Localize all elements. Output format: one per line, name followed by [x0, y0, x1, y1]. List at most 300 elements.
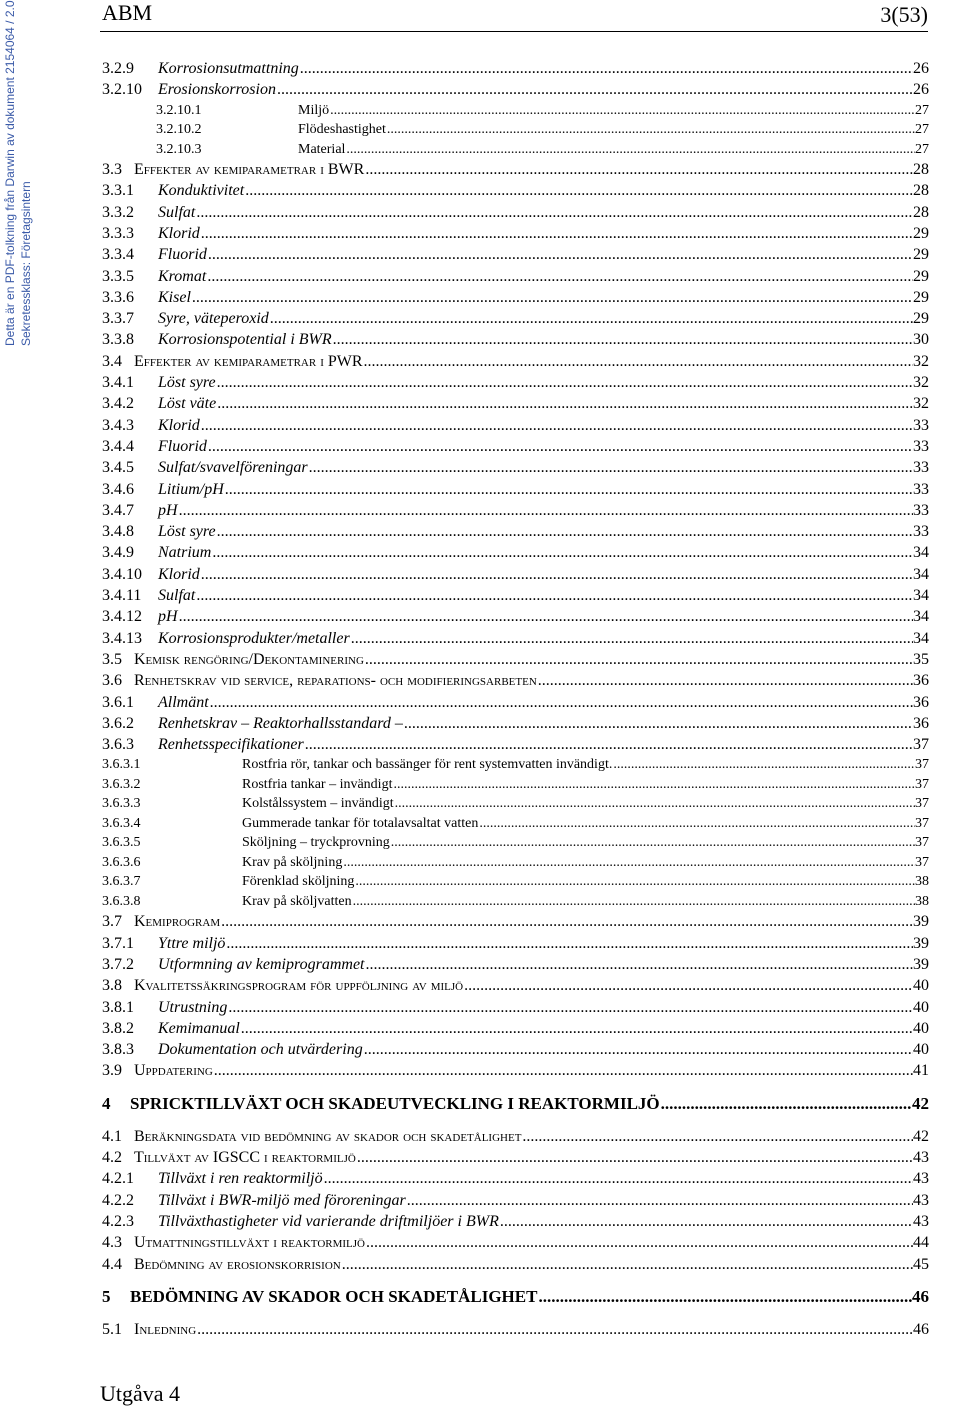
toc-dot-leader	[210, 694, 913, 712]
toc-entry-title: Korrosionsprodukter/metaller	[158, 629, 350, 647]
toc-entry-number: 3.3.5	[102, 267, 134, 285]
toc-entry-page: 43	[913, 1212, 929, 1230]
toc-dot-leader	[324, 1170, 913, 1188]
toc-entry[interactable]	[102, 204, 929, 225]
toc-entry-title: Tillväxt i ren reaktormiljö	[158, 1170, 323, 1188]
toc-dot-leader	[305, 736, 913, 754]
toc-entry[interactable]	[102, 1256, 929, 1277]
toc-dot-leader	[387, 122, 915, 138]
toc-entry[interactable]	[102, 1234, 929, 1255]
toc-entry[interactable]	[102, 1041, 929, 1062]
toc-entry[interactable]	[102, 182, 929, 203]
toc-entry-title: Kvalitetssäkringsprogram för uppföljning av miljö	[134, 977, 464, 995]
toc-entry-page: 29	[913, 310, 929, 328]
toc-entry[interactable]	[102, 142, 929, 162]
toc-entry[interactable]	[102, 956, 929, 977]
toc-entry-page: 42	[913, 1127, 929, 1145]
toc-entry-title: Syre, väteperoxid	[158, 310, 269, 328]
toc-entry-page: 32	[913, 374, 929, 392]
toc-entry[interactable]	[102, 1321, 929, 1342]
toc-entry-page: 27	[915, 122, 929, 138]
toc-entry-page: 39	[913, 913, 929, 931]
toc-entry-title: Löst syre	[158, 523, 216, 541]
toc-dot-leader	[364, 353, 913, 371]
toc-entry-number: 3.9	[102, 1062, 122, 1080]
toc-entry-number: 4.2.1	[102, 1170, 134, 1188]
toc-dot-leader	[217, 374, 913, 392]
toc-entry[interactable]	[102, 999, 929, 1020]
toc-entry-page: 37	[915, 854, 929, 870]
toc-entry-number: 3.3.4	[102, 246, 134, 264]
toc-dot-leader	[479, 816, 915, 832]
toc-entry-page: 30	[913, 331, 929, 349]
toc-entry-page: 29	[913, 246, 929, 264]
toc-dot-leader	[366, 956, 914, 974]
toc-entry-number: 4.4	[102, 1255, 122, 1273]
toc-entry-number: 3.3	[102, 161, 122, 179]
toc-entry-number: 3.4.6	[102, 480, 134, 498]
toc-entry-page: 40	[913, 977, 929, 995]
toc-entry[interactable]	[102, 1062, 929, 1083]
toc-entry-title: Utformning av kemiprogrammet	[158, 956, 365, 973]
toc-entry-page: 33	[913, 480, 929, 498]
toc-entry-number: 4.2.2	[102, 1191, 134, 1209]
toc-entry[interactable]	[102, 777, 929, 797]
toc-entry-title: Kromat	[158, 267, 207, 285]
toc-entry-number: 3.6.2	[102, 714, 134, 732]
toc-entry-title: pH	[158, 608, 178, 626]
toc-entry-page: 32	[913, 352, 929, 370]
toc-entry[interactable]	[102, 374, 929, 395]
toc-dot-leader	[357, 1149, 913, 1167]
toc-dot-leader	[391, 835, 915, 851]
toc-entry-title: Effekter av kemiparametrar i PWR	[134, 352, 363, 370]
toc-entry-title: Utmattningstillväxt i reaktormiljö	[134, 1234, 365, 1252]
toc-entry-title: Kemimanual	[158, 1019, 240, 1037]
toc-entry-title: Krav på sköljning	[242, 854, 343, 870]
toc-entry[interactable]	[102, 1020, 929, 1041]
toc-entry-title: Litium/pH	[158, 480, 224, 498]
toc-entry-title: Konduktivitet	[158, 182, 245, 200]
toc-entry-number: 3.6.3.2	[102, 776, 141, 792]
toc-entry-page: 33	[913, 523, 929, 541]
toc-entry-title: Kisel	[158, 288, 191, 306]
toc-entry[interactable]	[102, 672, 929, 693]
toc-entry-title: Kolstålssystem – invändigt	[242, 796, 394, 812]
toc-entry[interactable]	[102, 122, 929, 142]
toc-entry-title: Renhetsspecifikationer	[158, 736, 304, 754]
toc-dot-leader	[404, 715, 913, 733]
toc-entry-page: 44	[913, 1234, 929, 1252]
toc-entry-title: Utrustning	[158, 998, 228, 1016]
toc-dot-leader	[333, 331, 913, 349]
toc-dot-leader	[351, 630, 913, 648]
toc-entry-page: 36	[913, 714, 929, 732]
toc-entry-title: Erosionskorrosion	[158, 81, 276, 99]
toc-entry[interactable]	[102, 544, 929, 565]
toc-entry-page: 28	[913, 203, 929, 221]
toc-entry-page: 41	[913, 1062, 929, 1080]
toc-entry-number: 3.2.10.1	[156, 102, 202, 118]
toc-entry-page: 37	[915, 815, 929, 831]
toc-entry-page: 29	[913, 267, 929, 285]
toc-dot-leader	[201, 566, 913, 584]
toc-entry-title: Material	[298, 141, 346, 157]
footer-edition: Utgåva 4	[100, 1381, 181, 1406]
toc-entry-page: 34	[913, 565, 929, 583]
toc-entry[interactable]	[102, 246, 929, 267]
toc-entry-title: Kemiprogram	[134, 913, 221, 931]
toc-entry-number: 3.4.8	[102, 523, 134, 541]
toc-entry[interactable]	[102, 438, 929, 459]
toc-entry-number: 3.4.5	[102, 459, 134, 477]
toc-entry-title: Klorid	[158, 224, 200, 242]
toc-entry[interactable]	[102, 1149, 929, 1170]
toc-entry-number: 4.3	[102, 1234, 122, 1252]
toc-entry-number: 3.6.3.6	[102, 854, 141, 870]
toc-entry-page: 37	[913, 736, 929, 754]
toc-entry-page: 40	[913, 1019, 929, 1037]
toc-dot-leader	[366, 1234, 913, 1252]
toc-entry-title: Renhetskrav – Reaktorhallsstandard –	[158, 714, 403, 732]
toc-dot-leader	[500, 1213, 913, 1231]
toc-entry-title: Beräkningsdata vid bedömning av skador och skadetålighet	[134, 1127, 522, 1145]
toc-dot-leader	[464, 977, 913, 995]
toc-dot-leader	[346, 142, 915, 158]
toc-entry[interactable]	[102, 1213, 929, 1234]
toc-dot-leader	[613, 757, 915, 773]
toc-entry-title: Korrosionspotential i BWR	[158, 331, 332, 349]
toc-entry[interactable]	[102, 835, 929, 855]
toc-dot-leader	[212, 544, 913, 562]
toc-entry[interactable]	[102, 60, 929, 81]
toc-entry-number: 3.3.7	[102, 310, 134, 328]
toc-entry[interactable]	[102, 736, 929, 757]
toc-dot-leader	[277, 81, 913, 99]
toc-entry-number: 3.6.3.1	[102, 757, 141, 773]
toc-dot-leader	[201, 225, 913, 243]
toc-entry-page: 37	[915, 796, 929, 812]
toc-entry-number: 3.8.2	[102, 1019, 134, 1037]
toc-entry-title: Uppdatering	[134, 1062, 213, 1080]
toc-entry[interactable]	[102, 816, 929, 836]
toc-dot-leader	[196, 587, 913, 605]
toc-entry[interactable]	[102, 481, 929, 502]
toc-entry[interactable]	[102, 630, 929, 651]
toc-entry-number: 3.2.10	[102, 81, 142, 99]
toc-dot-leader	[179, 608, 913, 626]
toc-entry[interactable]	[102, 161, 929, 182]
toc-entry-title: Löst väte	[158, 395, 217, 413]
side-note-line-2: Sekretessklass: Företagsintern	[19, 181, 33, 346]
toc-entry-number: 3.7.2	[102, 956, 134, 973]
toc-entry[interactable]	[102, 757, 929, 777]
toc-dot-leader	[365, 651, 913, 669]
toc-entry-title: Allmänt	[158, 693, 209, 711]
toc-entry-number: 3.3.3	[102, 224, 134, 242]
toc-dot-leader	[538, 1287, 912, 1307]
toc-entry[interactable]	[102, 894, 929, 914]
toc-dot-leader	[393, 777, 915, 793]
toc-entry[interactable]	[102, 353, 929, 374]
toc-dot-leader	[364, 1041, 913, 1059]
toc-dot-leader	[522, 1128, 913, 1146]
toc-entry-number: 3.3.8	[102, 331, 134, 349]
toc-entry-number: 3.3.2	[102, 203, 134, 221]
toc-entry[interactable]	[102, 1094, 929, 1122]
toc-entry-page: 42	[912, 1093, 929, 1113]
toc-entry[interactable]	[102, 395, 929, 416]
toc-entry-page: 38	[915, 874, 929, 890]
toc-entry-title: Korrosionsutmattning	[158, 60, 299, 77]
toc-entry-number: 3.6.3.8	[102, 893, 141, 909]
toc-entry-title: Rostfria tankar – invändigt	[242, 776, 393, 792]
toc-dot-leader	[300, 60, 913, 78]
toc-dot-leader	[217, 395, 913, 413]
toc-dot-leader	[241, 1020, 913, 1038]
toc-entry-page: 43	[913, 1149, 929, 1167]
toc-entry-number: 3.2.9	[102, 60, 134, 77]
toc-entry-number: 3.3.6	[102, 288, 134, 306]
toc-dot-leader	[355, 874, 915, 890]
toc-entry-title: Kemisk rengöring/Dekontaminering	[134, 650, 364, 668]
toc-entry-page: 26	[913, 60, 929, 77]
toc-dot-leader	[201, 417, 913, 435]
toc-entry-number: 3.3.1	[102, 182, 134, 200]
toc-entry-number: 3.4.12	[102, 608, 142, 626]
toc-entry-title: Sulfat	[158, 203, 196, 221]
toc-dot-leader	[225, 481, 913, 499]
toc-entry-number: 3.4.13	[102, 629, 142, 647]
toc-entry[interactable]	[102, 225, 929, 246]
toc-entry[interactable]	[102, 796, 929, 816]
toc-entry-title: Effekter av kemiparametrar i BWR	[134, 161, 365, 179]
toc-dot-leader	[342, 1256, 913, 1274]
toc-entry-page: 39	[913, 956, 929, 973]
toc-entry-page: 38	[915, 893, 929, 909]
toc-entry-title: Miljö	[298, 102, 330, 118]
toc-entry-page: 33	[913, 416, 929, 434]
toc-entry-number: 3.8.1	[102, 998, 134, 1016]
toc-dot-leader	[228, 999, 913, 1017]
toc-entry-page: 34	[913, 629, 929, 647]
toc-entry-title: Tillväxt av IGSCC i reaktormiljö	[134, 1149, 356, 1167]
toc-entry-number: 3.4.1	[102, 374, 134, 392]
toc-entry[interactable]	[102, 874, 929, 894]
toc-dot-leader	[309, 459, 913, 477]
toc-entry-page: 37	[915, 835, 929, 851]
toc-dot-leader	[196, 204, 913, 222]
toc-dot-leader	[538, 672, 913, 690]
toc-dot-leader	[197, 1321, 913, 1339]
toc-entry-page: 37	[915, 776, 929, 792]
toc-dot-leader	[221, 913, 913, 931]
toc-dot-leader	[192, 289, 913, 307]
toc-entry-page: 28	[913, 182, 929, 200]
toc-entry-title: Gummerade tankar för totalavsaltat vatten	[242, 815, 479, 831]
toc-entry-page: 37	[915, 757, 929, 773]
toc-entry-number: 5	[102, 1286, 111, 1306]
toc-entry-page: 43	[913, 1170, 929, 1188]
toc-entry-title: Fluorid	[158, 437, 207, 455]
toc-entry[interactable]	[102, 417, 929, 438]
toc-entry[interactable]	[102, 935, 929, 956]
toc-entry-title: Förenklad sköljning	[242, 874, 355, 890]
toc-entry-title: Yttre miljö	[158, 934, 226, 952]
toc-entry-title: Dokumentation och utvärdering	[158, 1041, 363, 1059]
toc-entry-page: 34	[913, 608, 929, 626]
toc-dot-leader	[353, 894, 915, 910]
toc-entry-number: 3.4.2	[102, 395, 134, 413]
toc-entry-title: SPRICKTILLVÄXT OCH SKADEUTVECKLING I REAKTORMILJÖ	[130, 1093, 660, 1113]
toc-entry-page: 43	[913, 1191, 929, 1209]
toc-entry-number: 3.6.1	[102, 693, 134, 711]
toc-entry-page: 36	[913, 693, 929, 711]
toc-entry-page: 34	[913, 544, 929, 562]
toc-dot-leader	[330, 103, 915, 119]
toc-entry-page: 45	[913, 1255, 929, 1273]
toc-entry[interactable]	[102, 977, 929, 998]
toc-entry-title: Klorid	[158, 565, 200, 583]
toc-entry-title: Flödeshastighet	[298, 122, 386, 138]
toc-entry-number: 3.8	[102, 977, 122, 995]
toc-entry-page: 29	[913, 288, 929, 306]
toc-entry[interactable]	[102, 310, 929, 331]
toc-entry-number: 5.1	[102, 1320, 122, 1338]
toc-entry-title: Tillväxthastigheter vid varierande driftmiljöer i BWR	[158, 1212, 499, 1230]
toc-entry-title: Tillväxt i BWR-miljö med föroreningar	[158, 1191, 406, 1209]
toc-entry-page: 27	[915, 102, 929, 118]
toc-entry-page: 33	[913, 459, 929, 477]
toc-entry-number: 4.1	[102, 1127, 122, 1145]
toc-dot-leader	[245, 182, 913, 200]
confidentiality-side-note	[0, 0, 38, 346]
toc-entry-page: 39	[913, 934, 929, 952]
toc-entry-title: Klorid	[158, 416, 200, 434]
toc-dot-leader	[343, 855, 915, 871]
toc-entry[interactable]	[102, 608, 929, 629]
toc-dot-leader	[208, 246, 913, 264]
page-header	[100, 0, 928, 32]
toc-entry-page: 28	[913, 161, 929, 179]
toc-entry-number: 3.2.10.2	[156, 122, 202, 138]
header-doc-code: ABM	[102, 0, 153, 25]
toc-dot-leader	[179, 502, 913, 520]
toc-entry-number: 3.7	[102, 913, 122, 931]
side-note-line-1: Detta är en PDF-tolkning från Darwin av dokument 2154064 / 2.0	[3, 0, 17, 346]
toc-entry-page: 32	[913, 395, 929, 413]
toc-entry-number: 3.4.7	[102, 501, 134, 519]
toc-entry[interactable]	[102, 268, 929, 289]
toc-entry-page: 27	[915, 141, 929, 157]
header-page-number: 3(53)	[880, 2, 928, 27]
toc-entry[interactable]	[102, 1128, 929, 1149]
toc-entry-page: 46	[913, 1320, 929, 1338]
toc-entry[interactable]	[102, 855, 929, 875]
toc-entry-number: 3.4	[102, 352, 122, 370]
toc-entry-page: 40	[913, 1041, 929, 1059]
toc-entry-title: Rostfria rör, tankar och bassänger för rent systemvatten invändigt.	[242, 757, 613, 773]
toc-entry-title: BEDÖMNING AV SKADOR OCH SKADETÅLIGHET	[130, 1286, 538, 1306]
toc-entry-number: 3.2.10.3	[156, 141, 202, 157]
toc-entry[interactable]	[102, 289, 929, 310]
toc-dot-leader	[407, 1192, 913, 1210]
toc-entry-title: Fluorid	[158, 246, 207, 264]
toc-entry[interactable]	[102, 1170, 929, 1191]
toc-dot-leader	[214, 1062, 913, 1080]
toc-entry[interactable]	[102, 523, 929, 544]
toc-entry-number: 3.6.3.4	[102, 815, 141, 831]
toc-entry-number: 3.4.10	[102, 565, 142, 583]
toc-entry[interactable]	[102, 566, 929, 587]
toc-dot-leader	[208, 438, 913, 456]
toc-entry-page: 33	[913, 437, 929, 455]
toc-entry[interactable]	[102, 913, 929, 934]
toc-entry-title: Sulfat/svavelföreningar	[158, 459, 308, 477]
toc-dot-leader	[270, 310, 913, 328]
toc-entry[interactable]	[102, 694, 929, 715]
toc-entry-number: 3.8.3	[102, 1041, 134, 1059]
toc-entry[interactable]	[102, 103, 929, 123]
toc-entry-page: 35	[913, 650, 929, 668]
toc-entry-title: Sulfat	[158, 587, 196, 605]
toc-entry[interactable]	[102, 587, 929, 608]
toc-dot-leader	[395, 796, 915, 812]
toc-entry[interactable]	[102, 715, 929, 736]
toc-entry[interactable]	[102, 459, 929, 480]
toc-dot-leader	[217, 523, 913, 541]
toc-entry-title: Natrium	[158, 544, 212, 562]
toc-dot-leader	[207, 268, 913, 286]
toc-entry-number: 3.4.11	[102, 587, 142, 605]
toc-entry-page: 34	[913, 587, 929, 605]
toc-entry-number: 4	[102, 1093, 111, 1113]
toc-entry-number: 3.4.9	[102, 544, 134, 562]
toc-entry-page: 46	[912, 1286, 929, 1306]
toc-entry-number: 3.6.3	[102, 736, 134, 754]
toc-entry-title: pH	[158, 501, 178, 519]
toc-entry-title: Sköljning – tryckprovning	[242, 835, 390, 851]
toc-entry-number: 3.4.4	[102, 437, 134, 455]
toc-entry-number: 3.5	[102, 650, 122, 668]
toc-entry-number: 3.7.1	[102, 934, 134, 952]
toc-entry-title: Inledning	[134, 1320, 197, 1338]
toc-entry-number: 3.6.3.3	[102, 796, 141, 812]
toc-entry-page: 29	[913, 224, 929, 242]
toc-entry-title: Renhetskrav vid service, reparations- och modifieringsarbeten	[134, 672, 537, 690]
toc-entry-page: 36	[913, 672, 929, 690]
toc-entry[interactable]	[102, 331, 929, 352]
toc-entry-number: 4.2	[102, 1149, 122, 1167]
toc-entry-number: 3.6	[102, 672, 122, 690]
toc-entry[interactable]	[102, 81, 929, 102]
toc-entry[interactable]	[102, 502, 929, 523]
toc-entry[interactable]	[102, 1287, 929, 1315]
toc-entry-title: Bedömning av erosionskorrision	[134, 1255, 341, 1273]
table-of-contents	[102, 60, 929, 1342]
toc-entry-number: 3.6.3.5	[102, 835, 141, 851]
toc-entry[interactable]	[102, 651, 929, 672]
toc-entry[interactable]	[102, 1192, 929, 1213]
toc-entry-title: Krav på sköljvatten	[242, 893, 352, 909]
toc-dot-leader	[365, 161, 913, 179]
toc-entry-number: 4.2.3	[102, 1212, 134, 1230]
toc-entry-title: Löst syre	[158, 374, 216, 392]
toc-entry-number: 3.6.3.7	[102, 874, 141, 890]
toc-dot-leader	[661, 1094, 912, 1114]
toc-entry-page: 33	[913, 501, 929, 519]
toc-dot-leader	[226, 935, 913, 953]
